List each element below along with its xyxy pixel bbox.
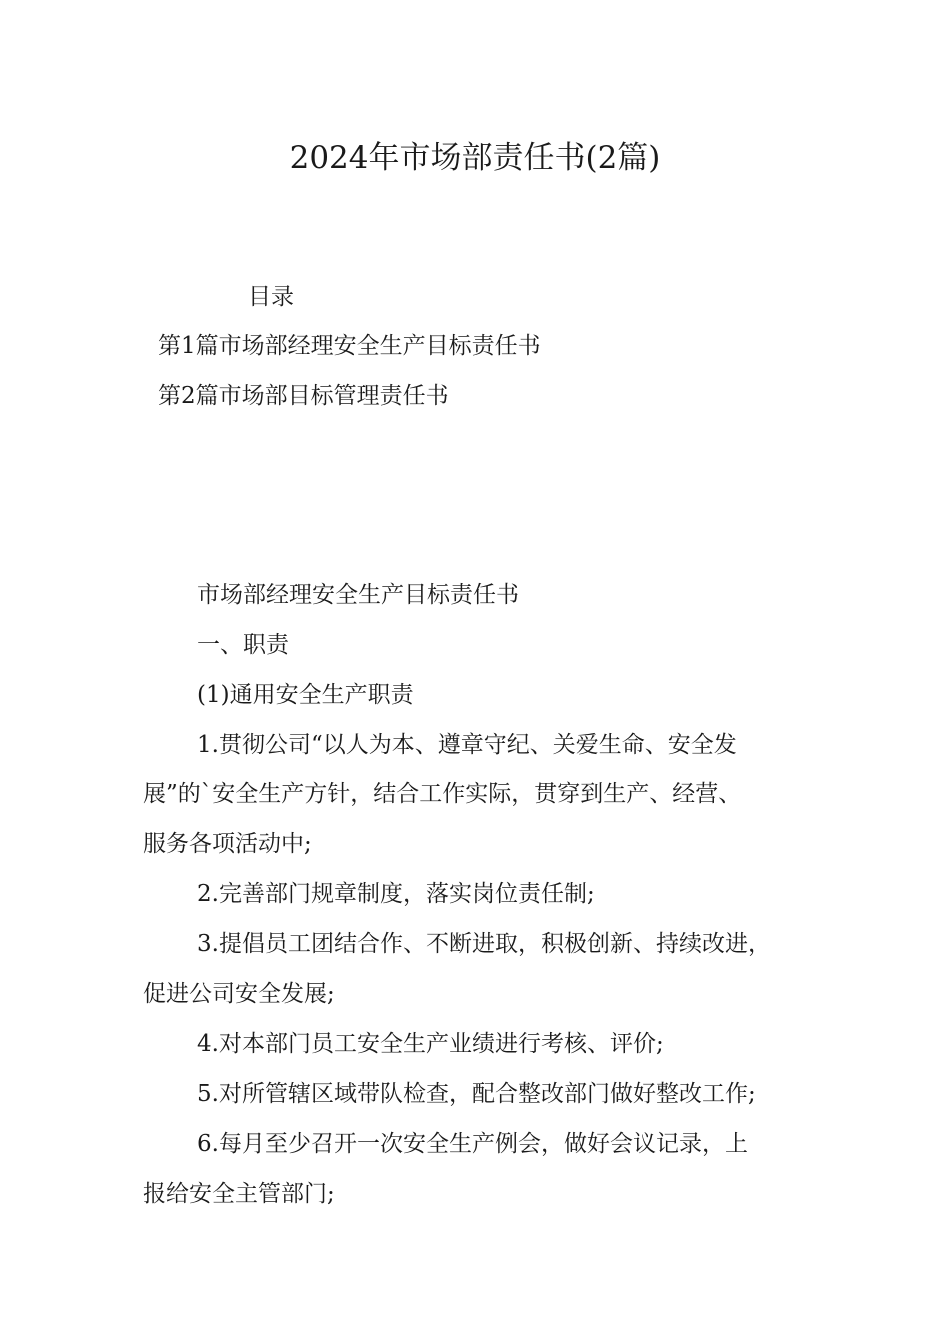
- paragraph-line: 2.完善部门规章制度，落实岗位责任制;: [197, 881, 595, 907]
- paragraph-line: 促进公司安全发展;: [143, 981, 335, 1007]
- paragraph-line: 报给安全主管部门;: [143, 1181, 335, 1207]
- section-heading-duties: 一、职责: [197, 632, 289, 658]
- toc-item-2: 第2篇市场部目标管理责任书: [158, 383, 449, 409]
- paragraph-line: 1.贯彻公司“以人为本、遵章守纪、关爱生命、安全发: [197, 732, 737, 758]
- paragraph-line: 服务各项活动中;: [143, 831, 312, 857]
- toc-heading: 目录: [248, 284, 294, 310]
- paragraph-line: 6.每月至少召开一次安全生产例会，做好会议记录，上: [197, 1131, 748, 1157]
- section-title: 市场部经理安全生产目标责任书: [197, 582, 519, 608]
- paragraph-line: 展”的`安全生产方针，结合工作实际，贯穿到生产、经营、: [143, 781, 742, 807]
- subsection-heading: (1)通用安全生产职责: [197, 682, 414, 708]
- toc-item-1: 第1篇市场部经理安全生产目标责任书: [158, 333, 541, 359]
- paragraph-line: 3.提倡员工团结合作、不断进取，积极创新、持续改进，: [197, 931, 771, 957]
- document-title: 2024年市场部责任书(2篇): [289, 140, 661, 176]
- paragraph-line: 4.对本部门员工安全生产业绩进行考核、评价;: [197, 1031, 664, 1057]
- paragraph-line: 5.对所管辖区域带队检查，配合整改部门做好整改工作;: [197, 1081, 756, 1107]
